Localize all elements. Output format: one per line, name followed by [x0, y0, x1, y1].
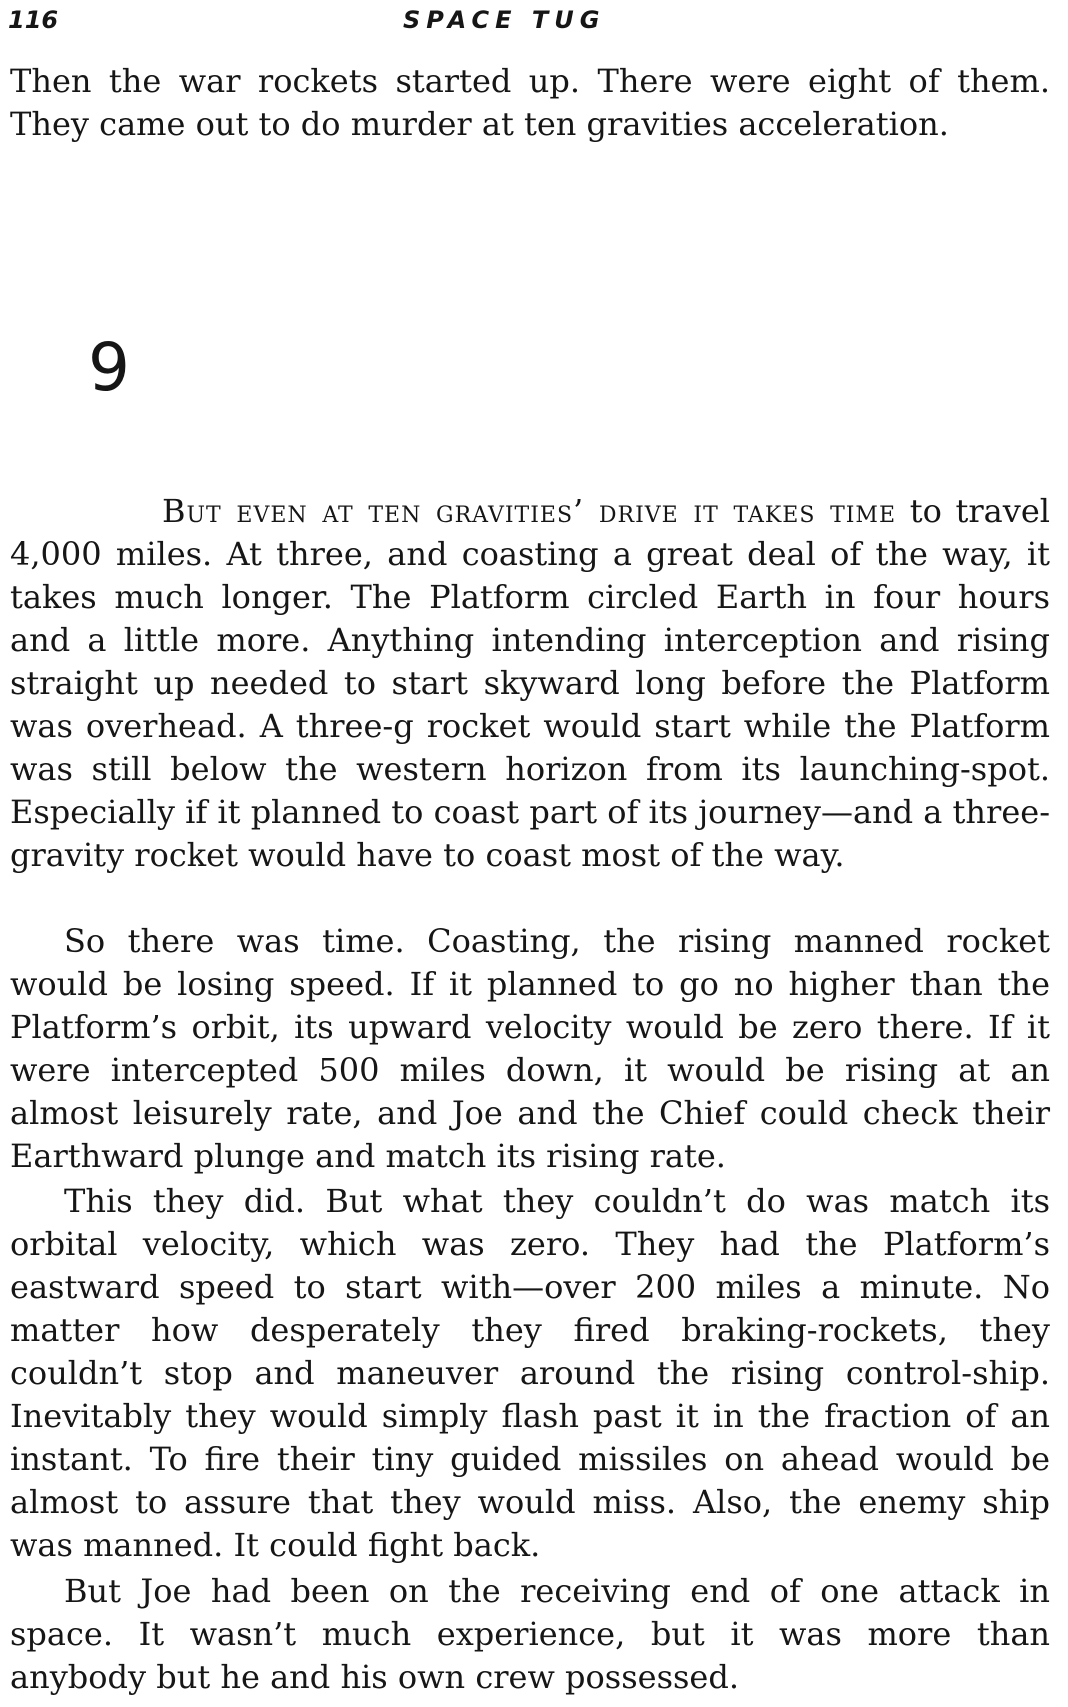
chapter-opening-paragraph	[10, 490, 1050, 877]
opening-paragraph-text: to travel 4,000 miles. At three, and coasting a great deal of the way, it takes much longer. The Platform circled Earth in four hours and a little more. Anything intending interception and rising straight up needed to start skyward long before the Platform was overhead. A three-g rocket would start while the Platform was still below the western horizon from its launching-spot. Especially if it planned to coast part of its journey—and a three-gravity rocket would have to coast most of the way.	[10, 492, 1050, 874]
paragraph-joe-experience: But Joe had been on the receiving end of one attack in space. It wasn’t much experience, but it was more than anybody but he and his own crew possessed.	[10, 1572, 1050, 1696]
intro-paragraph: Then the war rockets started up. There were eight of them. They came out to do murder at ten gravities acceleration.	[10, 62, 1050, 143]
opening-smallcaps-lead: But even at ten gravities’ drive it takes time	[162, 492, 897, 530]
running-head	[8, 6, 1048, 40]
paragraph-time: So there was time. Coasting, the rising manned rocket would be losing speed. If it planned to go no higher than the Platform’s orbit, its upward velocity would be zero there. If it were intercepted 500 miles down, it would be rising at an almost leisurely rate, and Joe and the Chief could check their Earthward plunge and match its rising rate.	[10, 922, 1050, 1175]
paragraph-orbital-velocity: This they did. But what they couldn’t do was match its orbital velocity, which was zero. They had the Platform’s eastward speed to start with—over 200 miles a minute. No matter how desperately they fired braking-rockets, they couldn’t stop and maneuver around the rising control-ship. Inevitably they would simply flash past it in the fraction of an instant. To fire their tiny guided missiles on ahead would be almost to assure that they would miss. Also, the enemy ship was manned. It could fight back.	[10, 1182, 1050, 1564]
book-title: SPACE TUG	[403, 6, 606, 34]
page-number: 116	[8, 6, 59, 34]
chapter-number: 9	[88, 329, 130, 406]
